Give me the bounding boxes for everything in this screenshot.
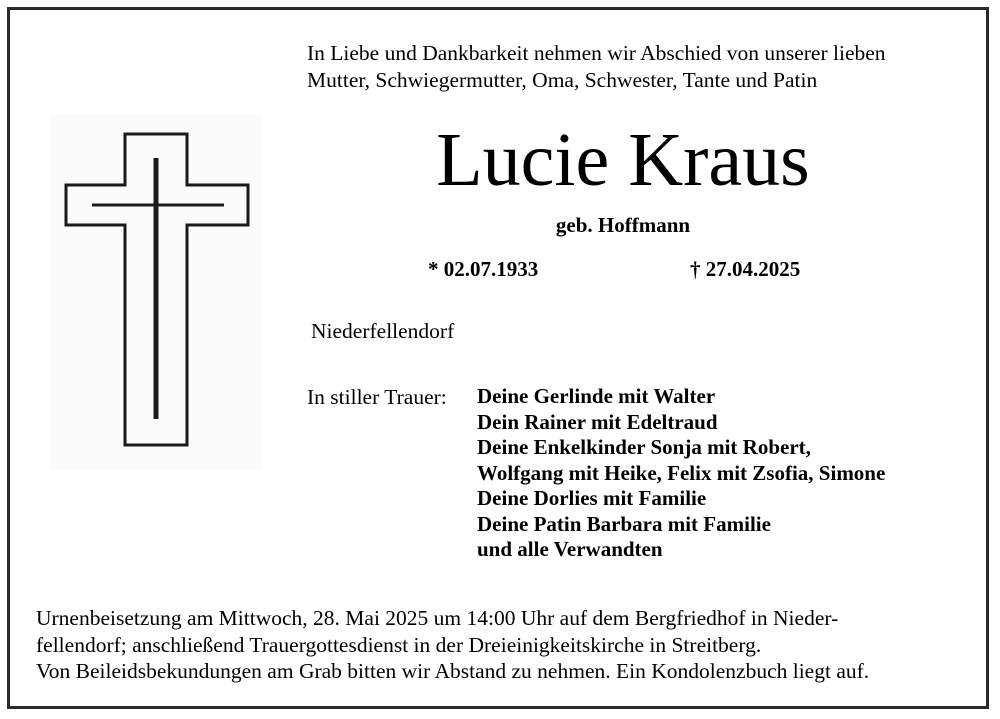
death-date: † 27.04.2025 bbox=[690, 257, 801, 281]
deceased-name: Lucie Kraus bbox=[436, 118, 810, 202]
funeral-info-line: Von Beileidsbekundungen am Grab bitten wir Abstand zu nehmen. Ein Kondolenzbuch liegt auf. bbox=[36, 659, 870, 683]
mourning-label: In stiller Trauer: bbox=[307, 385, 447, 409]
funeral-info-line: Urnenbeisetzung am Mittwoch, 28. Mai 2025 um 14:00 Uhr auf dem Bergfriedhof in Nieder- bbox=[36, 606, 839, 630]
list-item: Dein Rainer mit Edeltraud bbox=[477, 409, 718, 434]
list-item: Deine Dorlies mit Familie bbox=[477, 486, 707, 510]
funeral-info-line: fellendorf; anschließend Trauergottesdienst in der Dreieinigkeitskirche in Streitberg. bbox=[36, 632, 762, 657]
cross-icon bbox=[50, 115, 262, 470]
list-item: Wolfgang mit Heike, Felix mit Zsofia, Simone bbox=[477, 460, 886, 485]
birth-date: * 02.07.1933 bbox=[428, 257, 539, 281]
list-item: und alle Verwandten bbox=[477, 537, 663, 561]
hometown: Niederfellendorf bbox=[311, 319, 455, 343]
intro-line: In Liebe und Dankbarkeit nehmen wir Abschied von unserer lieben bbox=[307, 41, 886, 65]
list-item: Deine Patin Barbara mit Familie bbox=[477, 511, 771, 536]
intro-line: Mutter, Schwiegermutter, Oma, Schwester, Tante und Patin bbox=[307, 68, 818, 92]
intro-text bbox=[307, 40, 967, 94]
list-item: Deine Gerlinde mit Walter bbox=[477, 384, 716, 408]
mourners-list bbox=[477, 384, 885, 563]
list-item: Deine Enkelkinder Sonja mit Robert, bbox=[477, 435, 811, 459]
maiden-name: geb. Hoffmann bbox=[555, 213, 691, 237]
funeral-info bbox=[36, 605, 976, 685]
